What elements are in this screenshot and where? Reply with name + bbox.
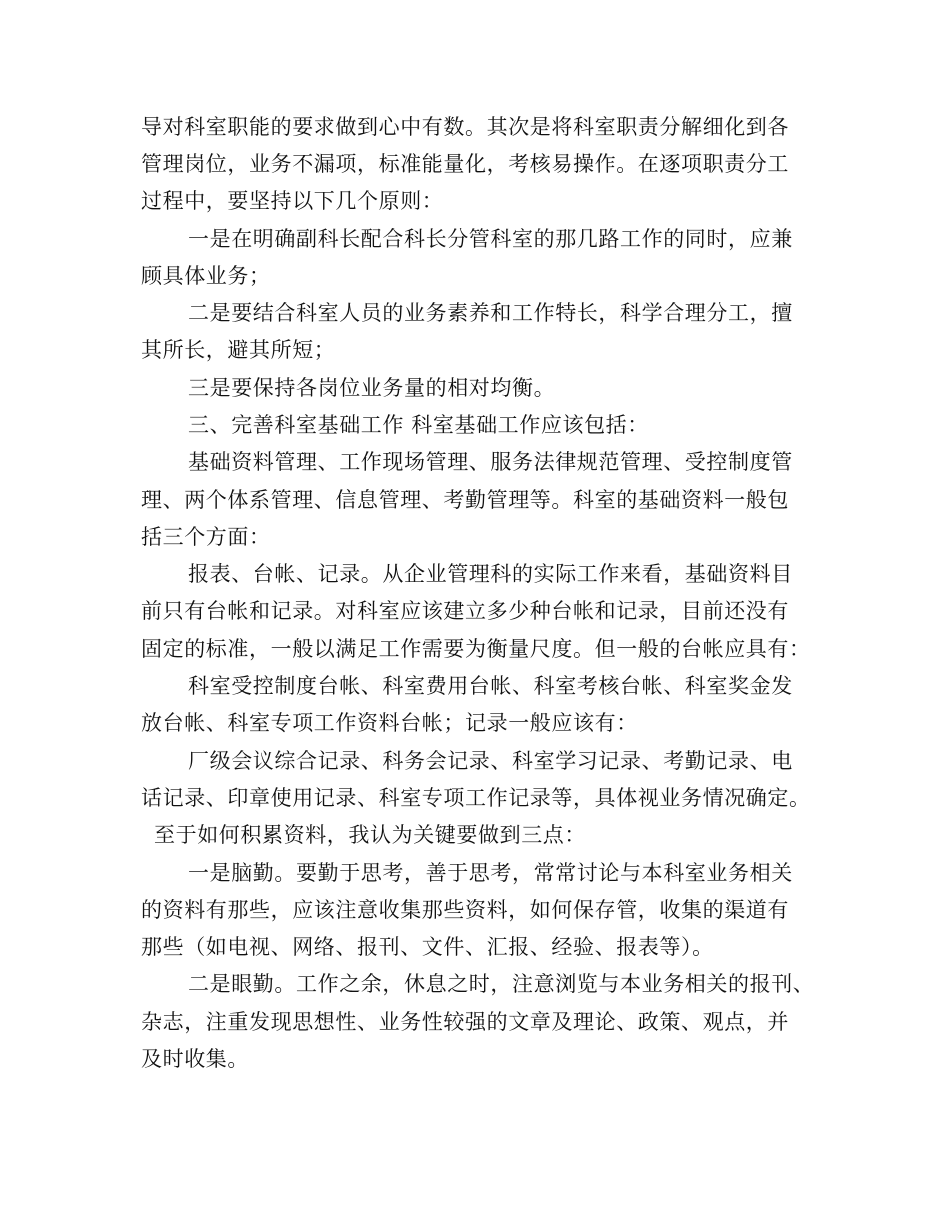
paragraph-start: 二是要结合科室人员的业务素养和工作特长，科学合理分工，擅 bbox=[188, 301, 793, 325]
text-line: 过程中，要坚持以下几个原则： bbox=[141, 189, 444, 213]
text-line: 那些（如电视、网络、报刊、文件、汇报、经验、报表等）。 bbox=[141, 935, 714, 959]
paragraph-start: 一是在明确副科长配合科长分管科室的那几路工作的同时，应兼 bbox=[188, 227, 793, 251]
text-line: 放台帐、科室专项工作资料台帐；记录一般应该有： bbox=[141, 711, 638, 735]
paragraph-start: 基础资料管理、工作现场管理、服务法律规范管理、受控制度管 bbox=[188, 450, 793, 474]
paragraph-start: 厂级会议综合记录、科务会记录、科室学习记录、考勤记录、电 bbox=[188, 749, 793, 773]
text-line: 杂志，注重发现思想性、业务性较强的文章及理论、政策、观点，并 bbox=[141, 1010, 789, 1034]
paragraph-start: 一是脑勤。要勤于思考，善于思考，常常讨论与本科室业务相关 bbox=[188, 861, 793, 885]
paragraph-start: 科室受控制度台帐、科室费用台帐、科室考核台帐、科室奖金发 bbox=[188, 674, 793, 698]
paragraph-start: 报表、台帐、记录。从企业管理科的实际工作来看，基础资料目 bbox=[188, 562, 793, 586]
text-line: 其所长，避其所短； bbox=[141, 338, 336, 362]
text-line: 的资料有那些，应该注意收集那些资料，如何保存管，收集的渠道有 bbox=[141, 898, 789, 922]
section-heading: 三、完善科室基础工作 科室基础工作应该包括： bbox=[188, 413, 649, 437]
text-line: 话记录、印章使用记录、科室专项工作记录等，具体视业务情况确定。 bbox=[141, 786, 811, 810]
paragraph-start: 三是要保持各岗位业务量的相对均衡。 bbox=[188, 376, 556, 400]
text-line: 前只有台帐和记录。对科室应该建立多少种台帐和记录，目前还没有 bbox=[141, 599, 789, 623]
text-line: 固定的标准，一般以满足工作需要为衡量尺度。但一般的台帐应具有： bbox=[141, 637, 811, 661]
paragraph-start: 二是眼勤。工作之余，休息之时，注意浏览与本业务相关的报刊、 bbox=[188, 972, 815, 996]
text-line: 管理岗位，业务不漏项，标准能量化，考核易操作。在逐项职责分工 bbox=[141, 152, 789, 176]
text-line: 顾具体业务； bbox=[141, 264, 271, 288]
text-line: 及时收集。 bbox=[141, 1047, 249, 1071]
text-line: 括三个方面： bbox=[141, 525, 271, 549]
text-line: 导对科室职能的要求做到心中有数。其次是将科室职责分解细化到各 bbox=[141, 115, 789, 139]
text-line: 理、两个体系管理、信息管理、考勤管理等。科室的基础资料一般包 bbox=[141, 488, 789, 512]
paragraph-start: 至于如何积累资料，我认为关键要做到三点： bbox=[154, 823, 586, 847]
